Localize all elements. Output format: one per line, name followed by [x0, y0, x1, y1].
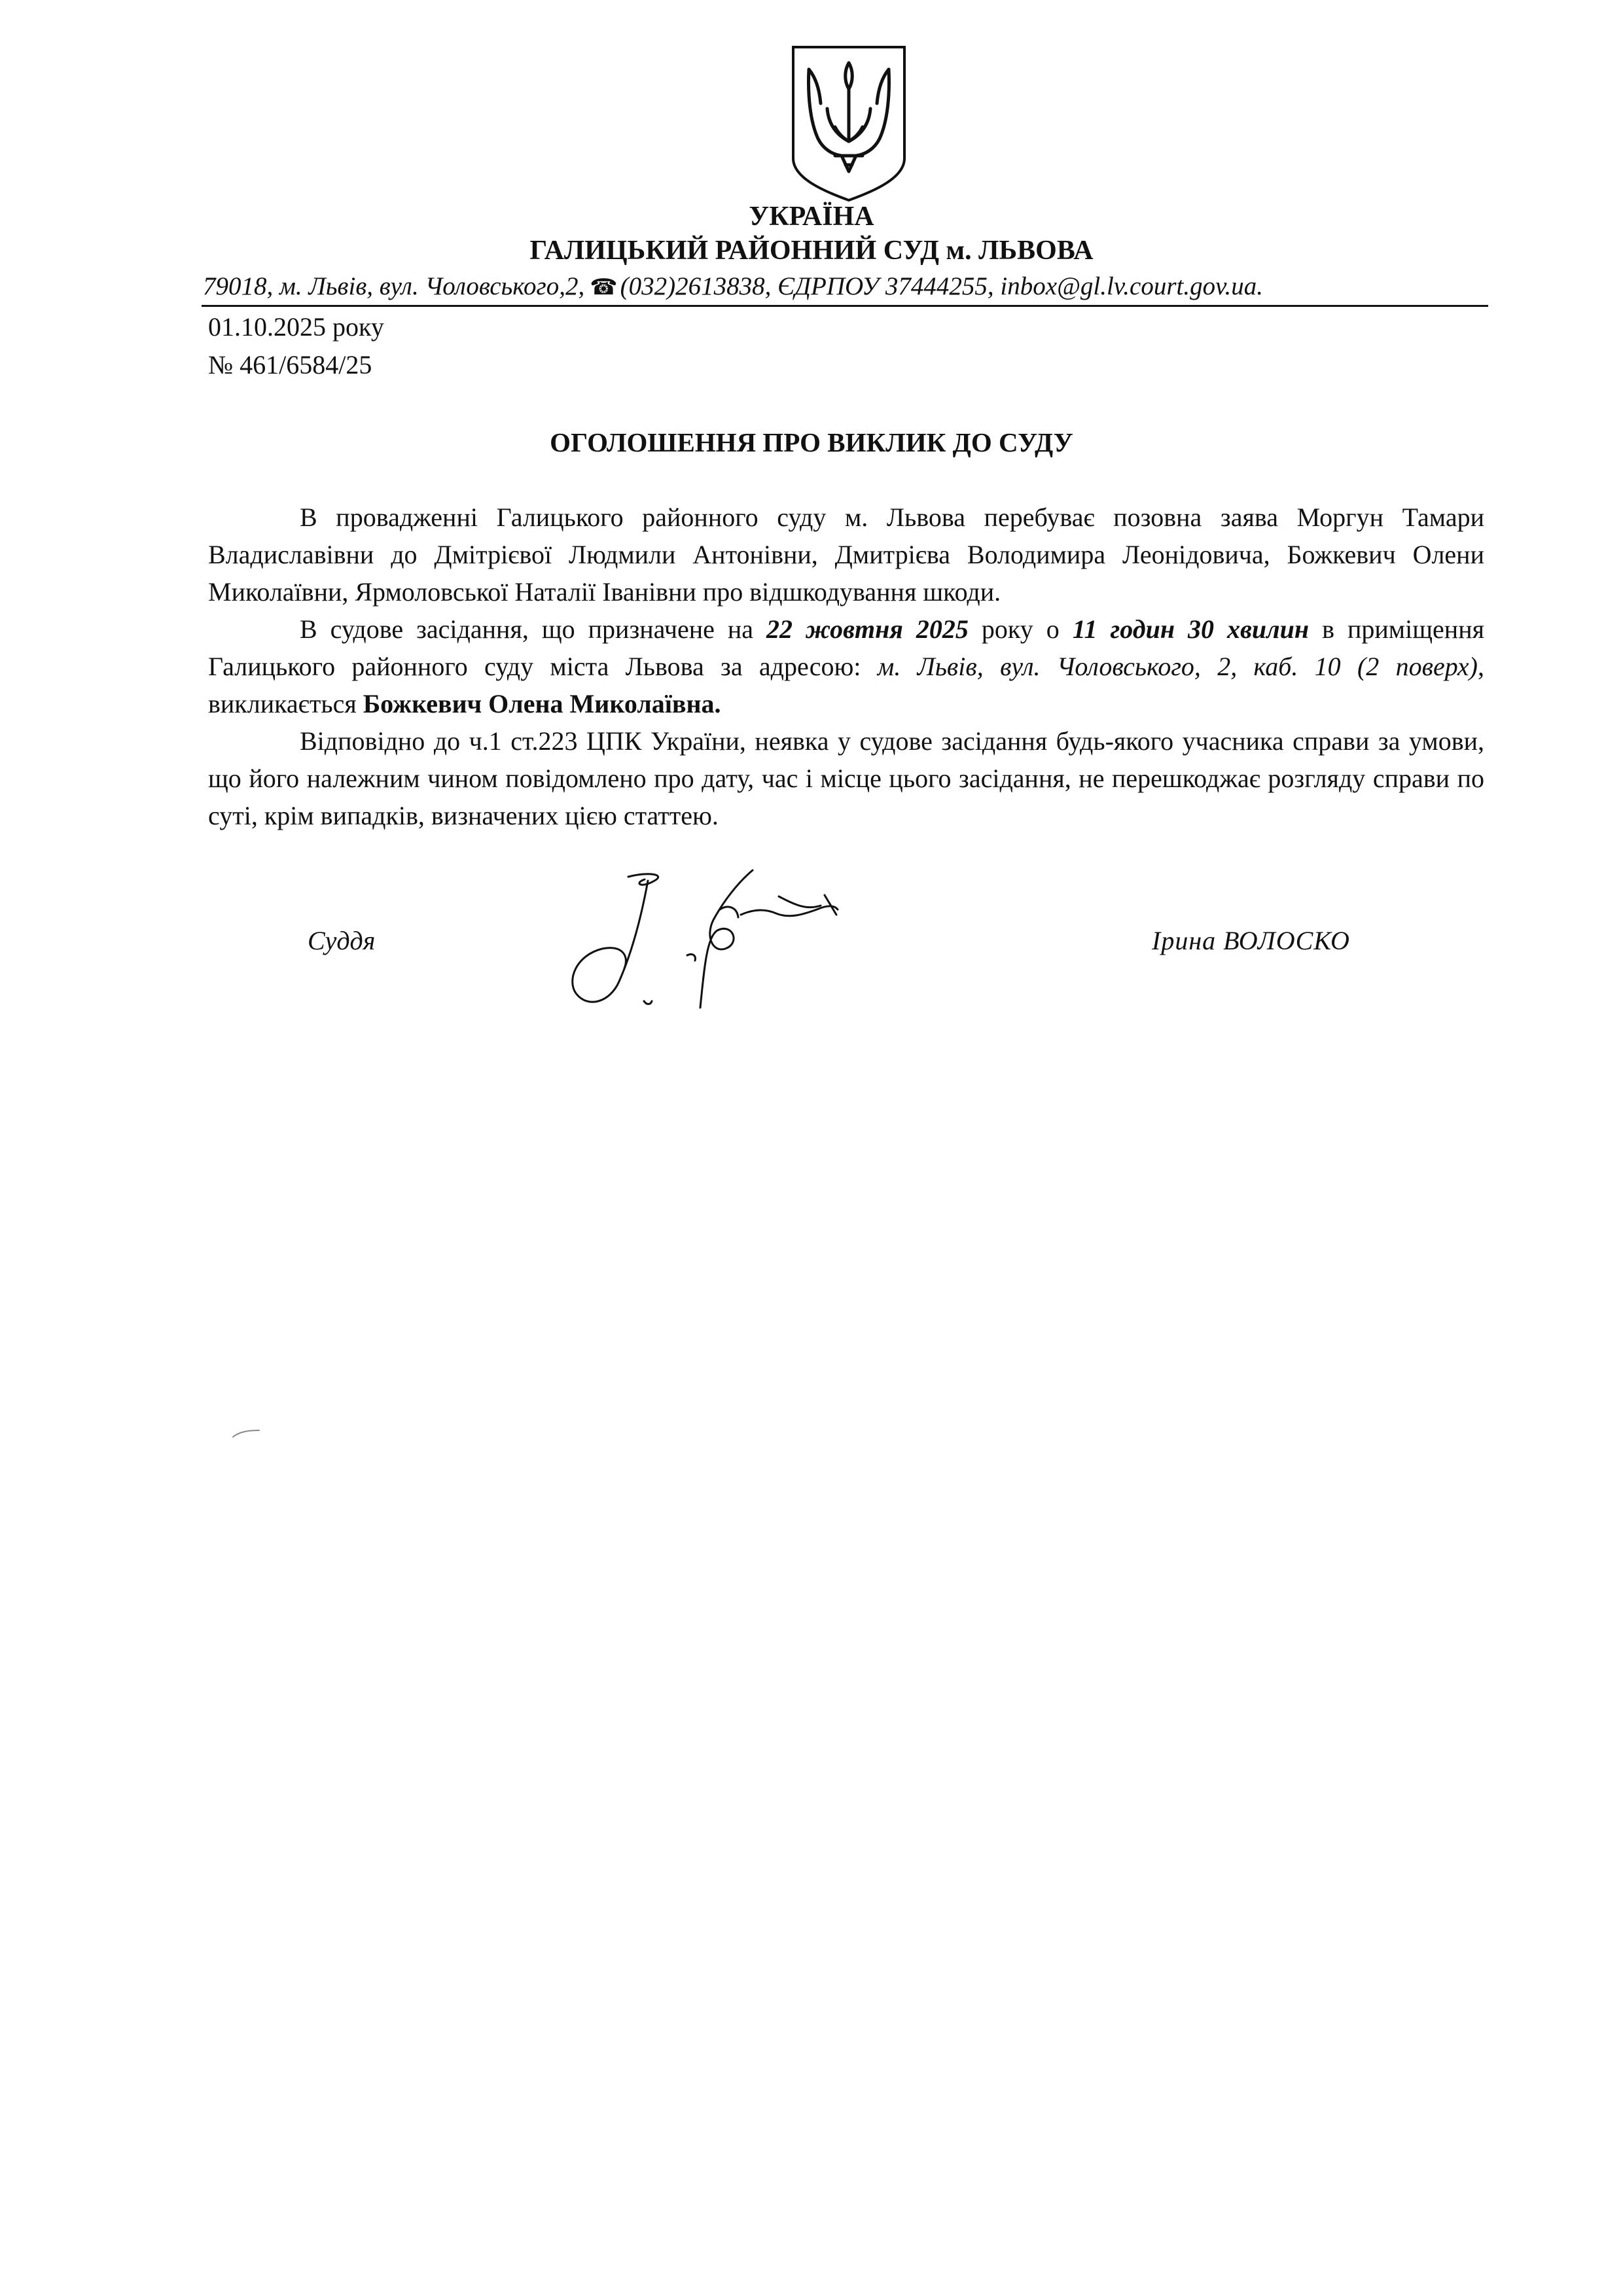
court-name-heading: ГАЛИЦЬКИЙ РАЙОННИЙ СУД м. ЛЬВОВА: [529, 236, 1094, 266]
paragraph-claim: В провадженні Галицького районного суду м. Львова перебуває позовна заява Моргун Тамари Владиславівни до Дмітрієвої Людмили Антонівни, Дмитрієва Володимира Леонідовича, Божкевич Олени Миколаївни, Ярмоловської Наталії Іванівни про відшкодування шкоди.: [208, 503, 1484, 607]
summons-text-2: року о: [968, 614, 1073, 644]
hearing-address: м. Львів, вул. Чоловського, 2, каб. 10 (2 поверх): [877, 652, 1478, 681]
summoned-person: Божкевич Олена Миколаївна.: [363, 689, 721, 718]
document-body: [208, 499, 1484, 834]
court-phone-code-email: (032)2613838, ЄДРПОУ 37444255, inbox@gl.lv.court.gov.ua.: [620, 272, 1263, 300]
telephone-icon: ☎: [590, 275, 618, 300]
summons-text-4: , викликається: [208, 652, 1484, 718]
document-date: 01.10.2025 року: [208, 312, 384, 342]
case-number: № 461/6584/25: [208, 350, 372, 380]
summons-text-3: в приміщення Галицького районного суду міста Львова за адресою:: [208, 614, 1484, 681]
judge-signature: [556, 857, 910, 1021]
hearing-time: 11 годин 30 хвилин: [1072, 614, 1310, 644]
court-address: 79018, м. Львів, вул. Чоловського,2,: [203, 272, 585, 300]
paragraph-legal-notice: Відповідно до ч.1 ст.223 ЦПК України, неявка у судове засідання будь-якого учасника справи за умови, що його належним чином повідомлено про дату, час і місце цього засідання, не перешкоджає розгляду справи по суті, крім випадків, визначених цією статтею.: [208, 726, 1484, 830]
hearing-date: 22 жовтня 2025: [766, 614, 969, 644]
judge-title: Суддя: [308, 926, 376, 955]
court-contact-line: [203, 271, 1486, 304]
scan-artifact: [230, 1426, 263, 1439]
document-title: ОГОЛОШЕННЯ ПРО ВИКЛИК ДО СУДУ: [550, 427, 1073, 457]
country-heading: УКРАЇНА: [749, 202, 874, 232]
header-divider: [202, 305, 1488, 307]
summons-text-1: В судове засідання, що призначене на: [300, 614, 766, 644]
coat-of-arms-icon: [789, 43, 908, 203]
paragraph-summons: [208, 610, 1484, 722]
judge-name: Ірина ВОЛОСКО: [1152, 926, 1350, 955]
